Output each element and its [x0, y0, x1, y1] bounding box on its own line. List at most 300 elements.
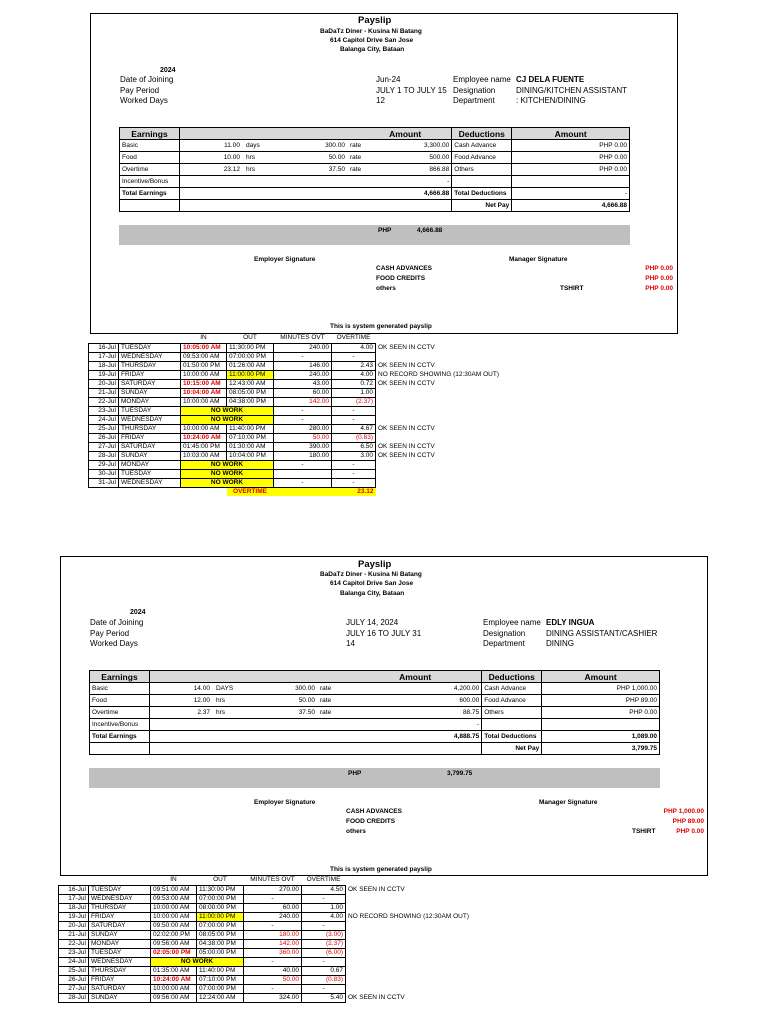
others-value: PHP 0.00 — [645, 285, 673, 292]
label-joining: Date of Joining — [90, 618, 144, 627]
attendance-row — [89, 442, 516, 451]
food-credits-label: FOOD CREDITS — [376, 275, 426, 282]
deduction-name: Others — [452, 164, 512, 176]
overtime-hours: 4.00 — [332, 343, 376, 352]
manager-signature: Manager Signature — [509, 256, 568, 263]
attendance-remark — [346, 966, 486, 975]
net-pay: 3,799.75 — [542, 743, 660, 755]
time-out: 08:05:00 PM — [197, 930, 244, 939]
attendance-row — [59, 894, 486, 903]
earning-detail — [179, 164, 451, 176]
time-in: 09:56:00 AM — [151, 939, 197, 948]
overtime-hours: - — [332, 478, 376, 487]
minutes-ovt: 146.00 — [274, 361, 332, 370]
time-out: 04:38:00 PM — [197, 939, 244, 948]
attendance-row — [89, 406, 516, 415]
attendance-remark — [346, 975, 486, 984]
designation: DINING/KITCHEN ASSISTANT — [516, 86, 627, 95]
attendance-date: 27-Jul — [89, 442, 119, 451]
attendance-date: 28-Jul — [89, 451, 119, 460]
earning-amount: - — [477, 720, 480, 728]
time-in: 10:00:00 AM — [181, 424, 227, 433]
attendance-date: 30-Jul — [89, 469, 119, 478]
total-earnings-label: Total Earnings — [90, 731, 150, 743]
header-out: OUT — [213, 876, 227, 884]
attendance-remark: OK SEEN IN CCTV — [348, 993, 405, 1001]
total-deductions-label: Total Deductions — [482, 731, 542, 743]
attendance-row — [59, 948, 486, 957]
earning-name: Overtime — [90, 707, 150, 719]
overtime-hours: - — [332, 415, 376, 424]
attendance-remark — [346, 984, 486, 993]
time-in: 09:50:00 AM — [151, 921, 197, 930]
others-label: others — [376, 285, 396, 292]
earnings-row — [90, 719, 660, 731]
earning-detail — [149, 719, 481, 731]
attendance-date: 22-Jul — [89, 397, 119, 406]
attendance-date: 17-Jul — [59, 894, 89, 903]
others-value: PHP 0.00 — [676, 828, 704, 835]
attendance-row — [59, 930, 486, 939]
attendance-date: 24-Jul — [59, 957, 89, 966]
attendance-row — [89, 379, 516, 388]
deduction-amount: PHP 1,000.00 — [542, 683, 660, 695]
attendance-date: 18-Jul — [59, 903, 89, 912]
earning-qty: 14.00 — [193, 684, 210, 692]
time-out: 07:00:00 PM — [197, 984, 244, 993]
attendance-remark — [376, 460, 516, 469]
attendance-date: 31-Jul — [89, 478, 119, 487]
deduction-name: Food Advance — [452, 152, 512, 164]
earning-amount: 3,300.00 — [423, 141, 450, 149]
time-out: 08:00:00 PM — [197, 903, 244, 912]
attendance-day: WEDNESDAY — [89, 957, 151, 966]
earning-rate: 37.50 — [328, 165, 345, 173]
time-out: 07:00:00 PM — [227, 352, 274, 361]
attendance-date: 23-Jul — [89, 406, 119, 415]
net-pay-bar — [119, 225, 630, 245]
attendance-row — [89, 352, 516, 361]
attendance-remark: OK SEEN IN CCTV — [378, 442, 435, 450]
minutes-ovt: 240.00 — [274, 343, 332, 352]
header-minutes-ovt: MINUTES OVT — [250, 876, 295, 884]
overtime-hours: (0.83) — [302, 975, 346, 984]
attendance-date: 18-Jul — [89, 361, 119, 370]
time-in: 10:00:00 AM — [151, 984, 197, 993]
time-in: 10:00:00 AM — [151, 912, 197, 921]
earning-rate: 50.00 — [328, 153, 345, 161]
overtime-hours: - — [302, 984, 346, 993]
earnings-row — [120, 176, 630, 188]
company-address: 614 Capitol Drive San Jose — [330, 37, 414, 44]
attendance-date: 20-Jul — [59, 921, 89, 930]
label-designation: Designation — [483, 629, 526, 638]
deductions-header: Deductions — [482, 671, 542, 683]
time-out: 07:10:00 PM — [197, 975, 244, 984]
time-in: 10:03:00 AM — [181, 451, 227, 460]
attendance-day: TUESDAY — [119, 469, 181, 478]
earning-amount: 600.00 — [459, 696, 480, 704]
overtime-total: 23.12 — [332, 487, 376, 496]
minutes-ovt: 60.00 — [244, 903, 302, 912]
minutes-ovt: 270.00 — [244, 885, 302, 894]
attendance-day: SUNDAY — [119, 451, 181, 460]
net-pay-bar — [89, 768, 660, 788]
time-out: 11:30:00 PM — [227, 343, 274, 352]
attendance-date: 24-Jul — [89, 415, 119, 424]
attendance-table-2 — [58, 876, 486, 1003]
earning-qty: 2.37 — [197, 708, 210, 716]
earning-rate: 37.50 — [298, 708, 315, 716]
net-pay-label: Net Pay — [452, 200, 512, 212]
attendance-row — [59, 903, 486, 912]
earnings-row — [120, 140, 630, 152]
minutes-ovt: 40.00 — [244, 966, 302, 975]
minutes-ovt: - — [244, 894, 302, 903]
overtime-hours: (0.83) — [332, 433, 376, 442]
department: : KITCHEN/DINING — [516, 96, 586, 105]
overtime-hours: - — [332, 469, 376, 478]
attendance-day: SATURDAY — [89, 921, 151, 930]
earning-name: Incentive/Bonus — [120, 176, 180, 188]
amount2-header: Amount — [512, 128, 630, 140]
attendance-remark — [346, 921, 486, 930]
earning-amount: - — [447, 177, 450, 185]
label-joining: Date of Joining — [120, 75, 174, 84]
attendance-remark — [346, 894, 486, 903]
earnings-row — [120, 152, 630, 164]
earnings-header: Earnings — [120, 128, 180, 140]
label-department: Department — [453, 96, 495, 105]
header-minutes-ovt: MINUTES OVT — [280, 334, 325, 342]
earning-unit: days — [245, 141, 260, 149]
deduction-amount: PHP 0.00 — [512, 152, 630, 164]
time-in: 09:53:00 AM — [181, 352, 227, 361]
header-out: OUT — [243, 334, 257, 342]
attendance-day: SUNDAY — [89, 993, 151, 1002]
time-in: 09:53:00 AM — [151, 894, 197, 903]
attendance-day: TUESDAY — [119, 343, 181, 352]
attendance-remark — [376, 478, 516, 487]
attendance-remark: OK SEEN IN CCTV — [378, 424, 435, 432]
attendance-date: 16-Jul — [59, 885, 89, 894]
total-deductions-label: Total Deductions — [452, 188, 512, 200]
food-credits-value: PHP 0.00 — [645, 275, 673, 282]
attendance-day: SUNDAY — [119, 388, 181, 397]
attendance-day: SATURDAY — [119, 379, 181, 388]
overtime-hours: 5.40 — [302, 993, 346, 1002]
attendance-row — [59, 921, 486, 930]
deduction-amount: PHP 0.00 — [542, 707, 660, 719]
attendance-row — [89, 478, 516, 487]
payslip-title: Payslip — [358, 15, 392, 26]
attendance-row — [89, 451, 516, 460]
minutes-ovt: 50.00 — [274, 433, 332, 442]
label-department: Department — [483, 639, 525, 648]
attendance-day: SATURDAY — [119, 442, 181, 451]
deduction-name — [482, 719, 542, 731]
company-city: Balanga City, Bataan — [340, 46, 405, 53]
overtime-hours: (2.37) — [332, 397, 376, 406]
attendance-remark — [376, 352, 516, 361]
earning-unit: hrs — [245, 153, 255, 161]
cash-advances-value: PHP 1,000.00 — [663, 808, 704, 815]
attendance-row — [59, 984, 486, 993]
php-value: 4,666.88 — [417, 227, 443, 234]
time-in: 02:05:00 PM — [151, 948, 197, 957]
attendance-row — [89, 397, 516, 406]
attendance-remark: NO RECORD SHOWING (12:30AM OUT) — [348, 912, 469, 920]
time-out: 11:40:00 PM — [197, 966, 244, 975]
attendance-row — [59, 957, 486, 966]
value-joining: JULY 14, 2024 — [346, 618, 399, 627]
tshirt-label: TSHIRT — [560, 285, 584, 292]
earning-detail — [179, 152, 451, 164]
attendance-row — [89, 424, 516, 433]
minutes-ovt: 50.00 — [244, 975, 302, 984]
attendance-date: 27-Jul — [59, 984, 89, 993]
value-joining: Jun-24 — [376, 75, 401, 84]
attendance-date: 21-Jul — [59, 930, 89, 939]
deduction-amount: PHP 89.00 — [542, 695, 660, 707]
overtime-hours: 4.67 — [332, 424, 376, 433]
earning-name: Food — [90, 695, 150, 707]
overtime-hours: (6.00) — [302, 948, 346, 957]
overtime-hours: 4.00 — [302, 912, 346, 921]
time-in: 10:00:00 AM — [181, 370, 227, 379]
attendance-row — [89, 388, 516, 397]
attendance-date: 26-Jul — [59, 975, 89, 984]
attendance-day: THURSDAY — [89, 903, 151, 912]
overtime-hours: - — [302, 894, 346, 903]
cash-advances-label: CASH ADVANCES — [376, 265, 432, 272]
attendance-date: 26-Jul — [89, 433, 119, 442]
overtime-hours: 0.72 — [332, 379, 376, 388]
attendance-day: SATURDAY — [89, 984, 151, 993]
time-in: 09:56:00 AM — [151, 993, 197, 1002]
header-in: IN — [200, 334, 207, 342]
time-in: 10:05:00 AM — [181, 343, 227, 352]
attendance-date: 23-Jul — [59, 948, 89, 957]
attendance-date: 17-Jul — [89, 352, 119, 361]
amount2-header: Amount — [542, 671, 660, 683]
minutes-ovt: 60.00 — [274, 388, 332, 397]
total-deductions: - — [512, 188, 630, 200]
minutes-ovt: - — [244, 921, 302, 930]
earnings-row — [90, 683, 660, 695]
deduction-name: Cash Advance — [452, 140, 512, 152]
attendance-row — [89, 433, 516, 442]
earning-rate: 300.00 — [295, 684, 315, 692]
overtime-total-label: OVERTIME — [227, 487, 274, 496]
earning-unit: hrs — [215, 696, 225, 704]
attendance-day: WEDNESDAY — [119, 352, 181, 361]
time-out: 01:30:00 AM — [227, 442, 274, 451]
earning-rate: 300.00 — [325, 141, 345, 149]
overtime-hours: (3.00) — [302, 930, 346, 939]
php-label: PHP — [348, 770, 362, 777]
value-worked: 14 — [346, 639, 355, 648]
earning-rate-label: rate — [319, 696, 332, 704]
food-credits-label: FOOD CREDITS — [346, 818, 396, 825]
earning-amount: 500.00 — [429, 153, 450, 161]
attendance-date: 25-Jul — [89, 424, 119, 433]
attendance-remark — [376, 433, 516, 442]
attendance-date: 29-Jul — [89, 460, 119, 469]
attendance-day: THURSDAY — [119, 361, 181, 370]
minutes-ovt: 360.00 — [244, 948, 302, 957]
header-in: IN — [170, 876, 177, 884]
attendance-row — [59, 912, 486, 921]
employer-signature: Employer Signature — [254, 799, 316, 806]
earning-detail — [179, 140, 451, 152]
overtime-hours: - — [302, 957, 346, 966]
attendance-remark — [346, 903, 486, 912]
deduction-name: Others — [482, 707, 542, 719]
no-work-cell: NO WORK — [181, 460, 274, 469]
minutes-ovt: 43.00 — [274, 379, 332, 388]
no-work-cell: NO WORK — [181, 406, 274, 415]
earning-qty: 10.00 — [223, 153, 240, 161]
time-out: 07:10:00 PM — [227, 433, 274, 442]
attendance-remark — [346, 930, 486, 939]
attendance-remark: OK SEEN IN CCTV — [378, 343, 435, 351]
minutes-ovt: - — [244, 957, 302, 966]
attendance-day: WEDNESDAY — [89, 894, 151, 903]
time-out: 12:24:00 AM — [197, 993, 244, 1002]
overtime-hours: 1.00 — [332, 388, 376, 397]
overtime-hours: - — [302, 921, 346, 930]
attendance-day: MONDAY — [119, 397, 181, 406]
earning-name: Incentive/Bonus — [90, 719, 150, 731]
deduction-amount — [512, 176, 630, 188]
overtime-hours: 4.50 — [302, 885, 346, 894]
attendance-day: THURSDAY — [89, 966, 151, 975]
value-period: JULY 16 TO JULY 31 — [346, 629, 422, 638]
attendance-date: 16-Jul — [89, 343, 119, 352]
year: 2024 — [130, 609, 146, 616]
overtime-hours: (2.37) — [302, 939, 346, 948]
overtime-hours: - — [332, 460, 376, 469]
system-generated-note: This is system generated payslip — [330, 866, 432, 873]
earning-rate-label: rate — [319, 684, 332, 692]
attendance-remark: OK SEEN IN CCTV — [378, 361, 435, 369]
earning-rate: 50.00 — [298, 696, 315, 704]
time-in: 01:50:00 PM — [181, 361, 227, 370]
time-out: 10:04:00 PM — [227, 451, 274, 460]
attendance-day: THURSDAY — [119, 424, 181, 433]
earnings-row — [90, 707, 660, 719]
attendance-date: 21-Jul — [89, 388, 119, 397]
earning-amount: 4,200.00 — [453, 684, 480, 692]
net-pay: 4,666.88 — [512, 200, 630, 212]
total-earnings-label: Total Earnings — [120, 188, 180, 200]
attendance-remark — [346, 957, 486, 966]
earning-name: Food — [120, 152, 180, 164]
time-out: 04:38:00 PM — [227, 397, 274, 406]
company-address: 614 Capitol Drive San Jose — [330, 580, 414, 587]
earnings-row — [120, 164, 630, 176]
label-worked: Worked Days — [90, 639, 138, 648]
amount-header: Amount — [149, 671, 481, 683]
attendance-day: SUNDAY — [89, 930, 151, 939]
attendance-day: WEDNESDAY — [119, 478, 181, 487]
earnings-row — [90, 695, 660, 707]
minutes-ovt: 142.00 — [274, 397, 332, 406]
payslip-title: Payslip — [358, 559, 392, 570]
attendance-remark — [376, 406, 516, 415]
attendance-remark — [376, 388, 516, 397]
time-out: 07:00:00 PM — [197, 921, 244, 930]
php-label: PHP — [378, 227, 392, 234]
employee-name: EDLY INGUA — [546, 618, 595, 627]
minutes-ovt: 180.00 — [274, 451, 332, 460]
earning-detail — [179, 176, 451, 188]
label-designation: Designation — [453, 86, 496, 95]
tshirt-label: TSHIRT — [632, 828, 656, 835]
company-city: Balanga City, Bataan — [340, 590, 405, 597]
deduction-amount: PHP 0.00 — [512, 140, 630, 152]
time-in: 10:15:00 AM — [181, 379, 227, 388]
earning-unit: hrs — [245, 165, 255, 173]
system-generated-note: This is system generated payslip — [330, 323, 432, 330]
company-name: BaDaTz Diner - Kusina Ni Batang — [320, 28, 422, 35]
earning-detail — [149, 683, 481, 695]
others-label: others — [346, 828, 366, 835]
deduction-name — [452, 176, 512, 188]
time-in: 01:35:00 AM — [151, 966, 197, 975]
attendance-date: 20-Jul — [89, 379, 119, 388]
cash-advances-label: CASH ADVANCES — [346, 808, 402, 815]
attendance-row — [89, 460, 516, 469]
time-in: 02:02:00 PM — [151, 930, 197, 939]
time-in: 09:51:00 AM — [151, 885, 197, 894]
value-worked: 12 — [376, 96, 385, 105]
time-out: 08:05:00 PM — [227, 388, 274, 397]
attendance-day: TUESDAY — [89, 948, 151, 957]
overtime-hours: 1.00 — [302, 903, 346, 912]
deduction-name: Cash Advance — [482, 683, 542, 695]
earning-detail — [149, 707, 481, 719]
time-out: 11:40:00 PM — [227, 424, 274, 433]
company-name: BaDaTz Diner - Kusina Ni Batang — [320, 571, 422, 578]
food-credits-value: PHP 89.00 — [672, 818, 704, 825]
designation: DINING ASSISTANT/CASHIER — [546, 629, 658, 638]
header-overtime: OVERTIME — [336, 334, 371, 342]
time-in: 10:24:00 AM — [151, 975, 197, 984]
header-overtime: OVERTIME — [306, 876, 341, 884]
year: 2024 — [160, 67, 176, 74]
value-period: JULY 1 TO JULY 15 — [376, 86, 447, 95]
total-deductions: 1,089.00 — [542, 731, 660, 743]
attendance-day: MONDAY — [89, 939, 151, 948]
earnings-table — [119, 127, 630, 212]
earning-detail — [149, 695, 481, 707]
attendance-row — [89, 361, 516, 370]
overtime-hours: 3.00 — [332, 451, 376, 460]
employer-signature: Employer Signature — [254, 256, 316, 263]
label-worked: Worked Days — [120, 96, 168, 105]
earning-name: Overtime — [120, 164, 180, 176]
time-out: 05:00:00 PM — [197, 948, 244, 957]
attendance-date: 28-Jul — [59, 993, 89, 1002]
earning-unit: hrs — [215, 708, 225, 716]
attendance-date: 19-Jul — [59, 912, 89, 921]
earning-rate-label: rate — [349, 153, 362, 161]
deduction-amount — [542, 719, 660, 731]
total-earnings: 4,666.88 — [179, 188, 451, 200]
time-in: 10:04:00 AM — [181, 388, 227, 397]
